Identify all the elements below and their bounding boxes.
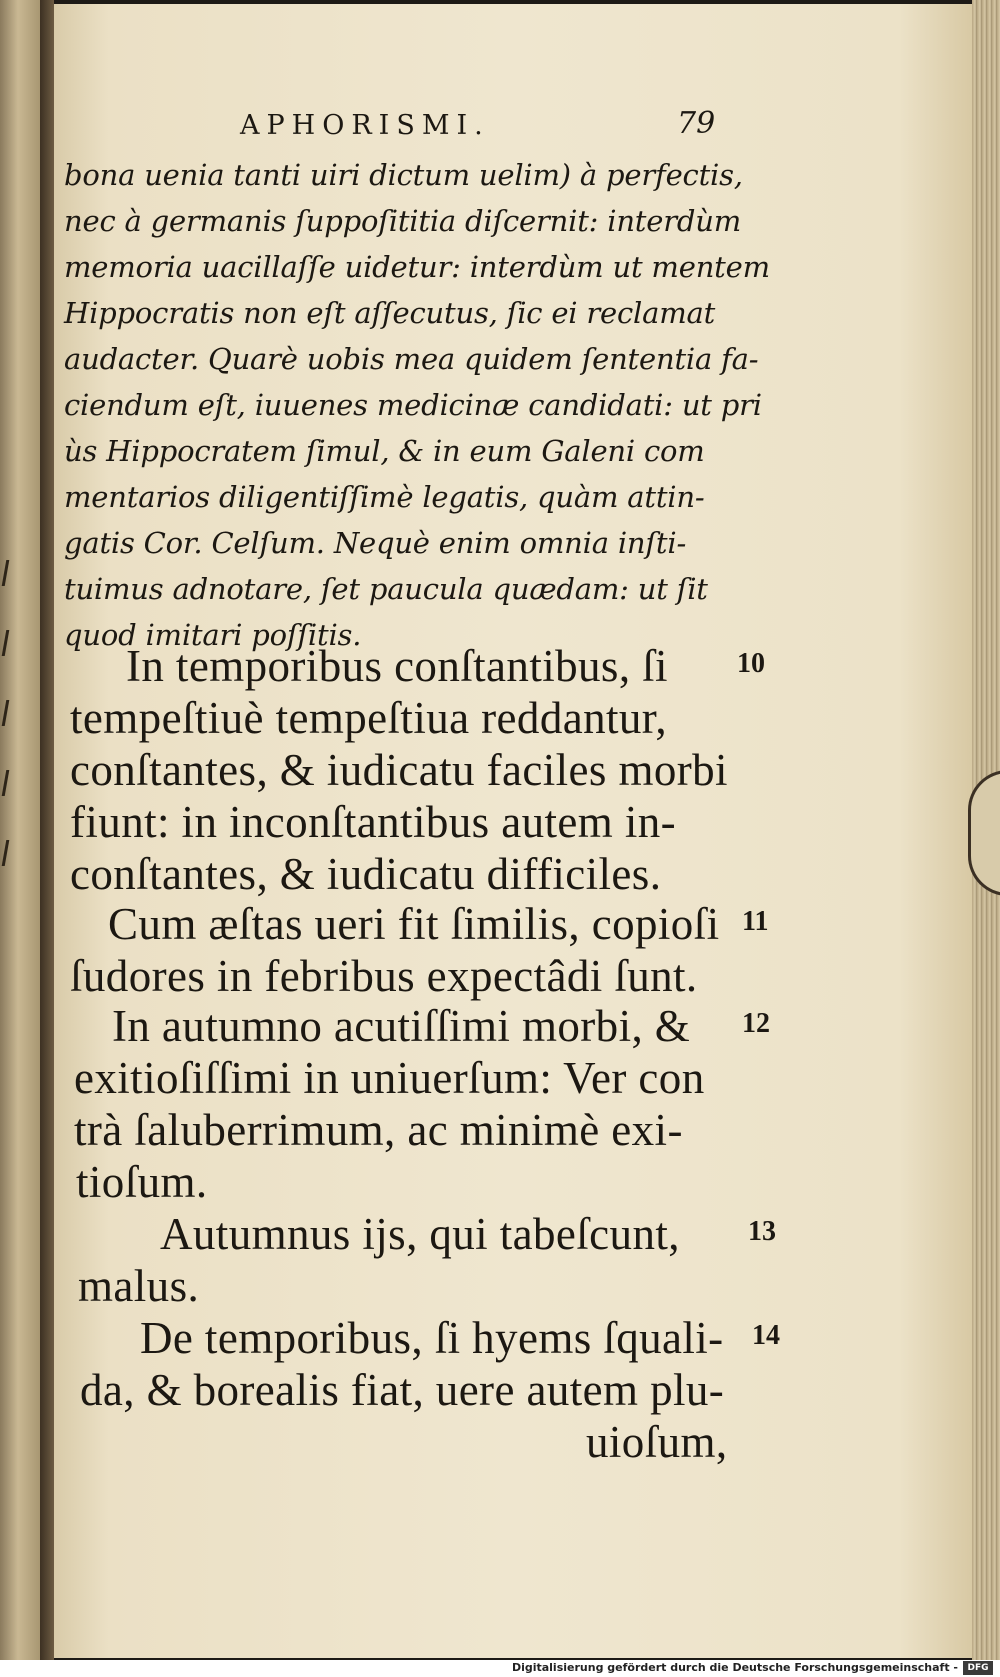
funding-credit: Digitalisierung gefördert durch die Deutsche Forschungsgemeinschaft - — [511, 1661, 958, 1674]
commentary-line: ciendum eſt, iuuenes medicinæ candidati: ut pri — [64, 388, 762, 422]
page-number: 79 — [677, 106, 716, 141]
aphorism-line: malus. — [78, 1261, 200, 1311]
aphorism-line: Cum æſtas ueri fit ſimilis, copioſi — [108, 899, 720, 949]
aphorism-line: da, & borealis fiat, uere autem plu- — [80, 1365, 725, 1415]
aphorism-number: 12 — [742, 1008, 770, 1039]
commentary-line: quod imitari poſſitis. — [64, 618, 362, 652]
dfg-logo: DFG — [963, 1661, 993, 1675]
aphorism-line: conſtantes, & iudicatu faciles morbi — [70, 745, 728, 795]
aphorism-line: trà ſaluberrimum, ac minimè exi- — [74, 1105, 683, 1155]
previous-page-text-fragments — [0, 560, 40, 920]
previous-page-edge — [0, 0, 40, 1660]
aphorism-line: In autumno acutiſſimi morbi, & — [112, 1001, 691, 1051]
aphorism-line: tempeſtiuè tempeſtiua reddantur, — [70, 693, 668, 743]
aphorism-line: tioſum. — [76, 1157, 208, 1207]
aphorism-line: ſudores in febribus expectâdi ſunt. — [70, 951, 698, 1001]
running-head: APHORISMI. — [240, 110, 490, 141]
aphorism-line: conſtantes, & iudicatu difficiles. — [70, 849, 662, 899]
aphorism-line: exitioſiſſimi in uniuerſum: Ver con — [74, 1053, 705, 1103]
catchword: uioſum, — [586, 1417, 728, 1467]
aphorism-number: 13 — [748, 1216, 776, 1247]
commentary-line: audacter. Quarè uobis mea quidem ſententia fa- — [64, 342, 759, 376]
commentary-line: tuimus adnotare, ſet paucula quædam: ut ſit — [64, 572, 708, 606]
aphorism-line: De temporibus, ſi hyems ſquali- — [140, 1313, 724, 1363]
aphorism-line: In temporibus conſtantibus, ſi — [126, 641, 668, 691]
book-gutter — [40, 0, 54, 1660]
aphorism-number: 14 — [752, 1320, 780, 1351]
aphorism-line: Autumnus ijs, qui tabeſcunt, — [160, 1209, 680, 1259]
commentary-line: bona uenia tanti uiri dictum uelim) à perfectis, — [64, 158, 743, 192]
aphorism-number: 10 — [737, 648, 765, 679]
commentary-line: ùs Hippocratem ſimul, & in eum Galeni com — [64, 434, 705, 468]
commentary-line: nec à germanis ſuppoſititia diſcernit: interdùm — [64, 204, 742, 238]
aphorism-number: 11 — [742, 906, 769, 937]
commentary-line: mentarios diligentiſſimè legatis, quàm attin- — [64, 480, 705, 514]
commentary-line: memoria uacillaſſe uidetur: interdùm ut mentem — [64, 250, 770, 284]
commentary-line: Hippocratis non eſt aſſecutus, ſic ei reclamat — [64, 296, 716, 330]
commentary-line: gatis Cor. Celſum. Nequè enim omnia inſti- — [64, 526, 687, 560]
aphorism-line: fiunt: in inconſtantibus autem in- — [70, 797, 677, 847]
